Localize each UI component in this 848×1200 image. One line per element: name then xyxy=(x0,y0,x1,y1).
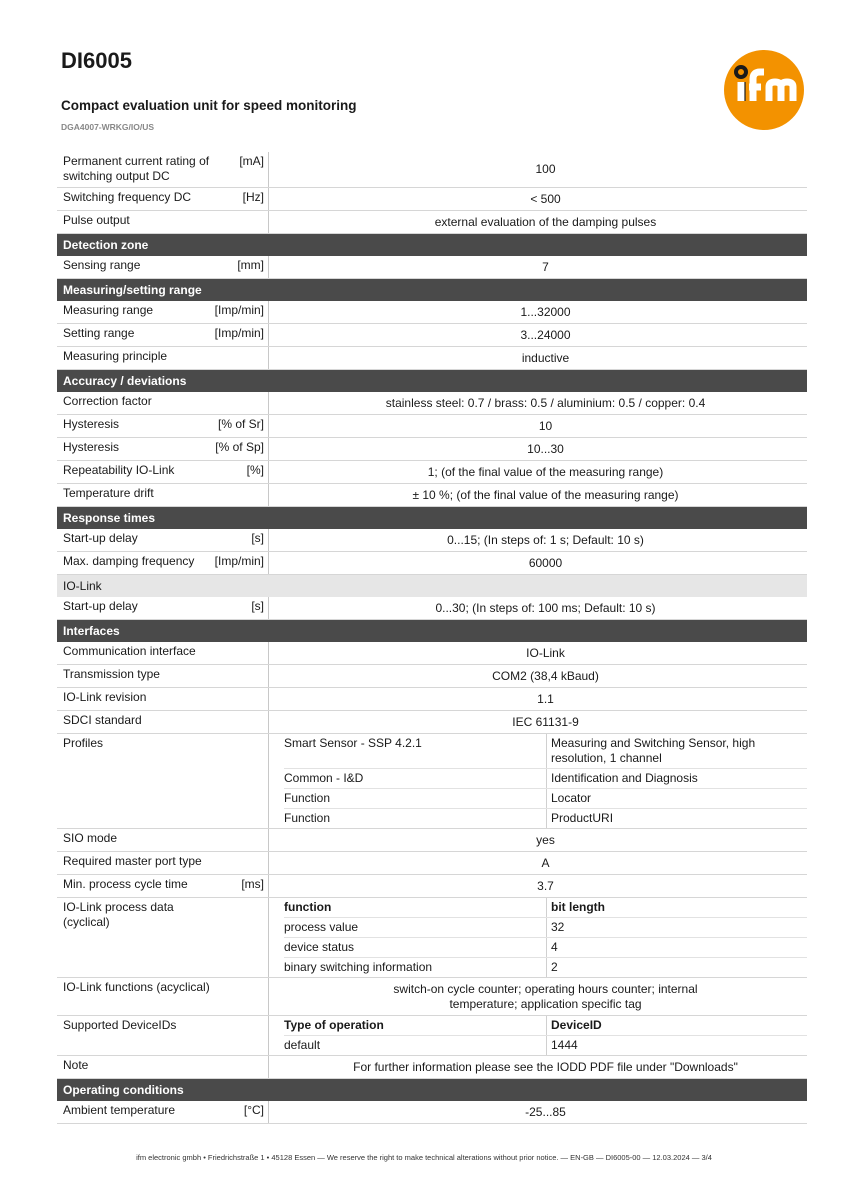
row-value: ± 10 %; (of the final value of the measuring range) xyxy=(412,488,679,502)
spec-row xyxy=(57,484,807,507)
spec-row xyxy=(57,211,807,234)
row-value: 3.7 xyxy=(537,879,554,893)
row-value: 0...30; (In steps of: 100 ms; Default: 10 s) xyxy=(435,601,656,615)
row-unit: [s] xyxy=(251,531,264,545)
spec-row xyxy=(57,688,807,711)
row-label: Temperature drift xyxy=(57,484,269,506)
article-number: DGA4007-WRKG/IO/US xyxy=(61,122,155,132)
row-value: 100 xyxy=(535,162,556,176)
row-unit: [°C] xyxy=(243,1103,264,1117)
subtable-row: process value 32 xyxy=(284,918,807,938)
row-label: Measuring range [Imp/min] xyxy=(57,301,269,323)
spec-row xyxy=(57,665,807,688)
section-header-measuring: Measuring/setting range xyxy=(57,279,807,301)
row-label: SIO mode xyxy=(57,829,269,851)
profile-item: Smart Sensor - SSP 4.2.1 Measuring and Switching Sensor, high resolution, 1 channel xyxy=(284,734,807,769)
row-unit: [mA] xyxy=(239,154,264,168)
spec-row xyxy=(57,152,807,188)
row-value: 1; (of the final value of the measuring range) xyxy=(427,465,664,479)
row-label: Repeatability IO-Link [%] xyxy=(57,461,269,483)
row-label: Start-up delay [s] xyxy=(57,529,269,551)
spec-row xyxy=(57,301,807,324)
row-label: Switching frequency DC [Hz] xyxy=(57,188,269,210)
spec-row xyxy=(57,438,807,461)
row-value: 3...24000 xyxy=(520,328,571,342)
subsection-header-iolink: IO-Link xyxy=(57,575,807,597)
row-value: A xyxy=(541,856,550,870)
product-subtitle: Compact evaluation unit for speed monitoring xyxy=(61,98,357,113)
ifm-logo xyxy=(723,49,805,131)
row-label: Ambient temperature [°C] xyxy=(57,1101,269,1123)
subtable-header: function bit length xyxy=(284,898,807,918)
row-value: external evaluation of the damping pulses xyxy=(434,215,657,229)
row-label: SDCI standard xyxy=(57,711,269,733)
row-label: Pulse output xyxy=(57,211,269,233)
spec-row xyxy=(57,256,807,279)
row-label: Supported DeviceIDs xyxy=(57,1016,269,1055)
row-label: Required master port type xyxy=(57,852,269,874)
device-ids-row xyxy=(57,1016,807,1056)
spec-row xyxy=(57,347,807,370)
profiles-subtable xyxy=(284,734,807,828)
row-value: IEC 61131-9 xyxy=(512,715,579,729)
process-data-row xyxy=(57,898,807,978)
row-unit: [%] xyxy=(246,463,264,477)
spec-row xyxy=(57,852,807,875)
page-footer: ifm electronic gmbh • Friedrichstraße 1 • 45128 Essen — We reserve the right to make technical alterations without prior notice. — EN-GB — DI6005-00 — 12.03.2024 — 3/4 xyxy=(136,1153,712,1162)
subtable-row: device status 4 xyxy=(284,938,807,958)
profile-item: Function Locator xyxy=(284,789,807,809)
row-unit: [Imp/min] xyxy=(214,554,264,568)
row-value: 10 xyxy=(538,419,553,433)
row-value: 1...32000 xyxy=(520,305,571,319)
row-label: Note xyxy=(57,1056,269,1078)
row-label: Hysteresis [% of Sr] xyxy=(57,415,269,437)
row-value: < 500 xyxy=(530,192,561,206)
row-unit: [Imp/min] xyxy=(214,326,264,340)
row-unit: [% of Sp] xyxy=(215,440,264,454)
spec-row xyxy=(57,1101,807,1124)
row-label: Correction factor xyxy=(57,392,269,414)
row-label: Transmission type xyxy=(57,665,269,687)
row-unit: [s] xyxy=(251,599,264,613)
row-value: 10...30 xyxy=(527,442,564,456)
row-unit: [Hz] xyxy=(242,190,264,204)
spec-row xyxy=(57,597,807,620)
row-label: Min. process cycle time [ms] xyxy=(57,875,269,897)
subtable-row: binary switching information 2 xyxy=(284,958,807,977)
subtable-header: Type of operation DeviceID xyxy=(284,1016,807,1036)
row-value: 7 xyxy=(542,260,549,274)
spec-row xyxy=(57,392,807,415)
section-header-operating: Operating conditions xyxy=(57,1079,807,1101)
row-label: Hysteresis [% of Sp] xyxy=(57,438,269,460)
spec-row xyxy=(57,415,807,438)
spec-row xyxy=(57,461,807,484)
spec-row xyxy=(57,978,807,1016)
profile-item: Common - I&D Identification and Diagnosis xyxy=(284,769,807,789)
row-label: Profiles xyxy=(57,734,269,828)
section-header-detection: Detection zone xyxy=(57,234,807,256)
section-header-accuracy: Accuracy / deviations xyxy=(57,370,807,392)
row-value: inductive xyxy=(521,351,570,365)
spec-row xyxy=(57,829,807,852)
row-label: Setting range [Imp/min] xyxy=(57,324,269,346)
row-label: IO-Link process data (cyclical) xyxy=(57,898,269,977)
row-unit: [% of Sr] xyxy=(217,417,264,431)
row-value: -25...85 xyxy=(525,1105,566,1119)
row-unit: [Imp/min] xyxy=(214,303,264,317)
row-label: Permanent current rating of switching output DC [mA] xyxy=(57,152,269,187)
process-data-subtable xyxy=(284,898,807,977)
spec-row xyxy=(57,642,807,665)
spec-row xyxy=(57,1056,807,1079)
row-value: stainless steel: 0.7 / brass: 0.5 / aluminium: 0.5 / copper: 0.4 xyxy=(385,396,706,410)
row-label: Max. damping frequency [Imp/min] xyxy=(57,552,269,574)
spec-row xyxy=(57,711,807,734)
row-label: IO-Link revision xyxy=(57,688,269,710)
row-label: Measuring principle xyxy=(57,347,269,369)
device-ids-subtable xyxy=(284,1016,807,1055)
spec-row xyxy=(57,324,807,347)
row-label: Start-up delay [s] xyxy=(57,597,269,619)
spec-row xyxy=(57,552,807,575)
page-title: DI6005 xyxy=(61,48,132,73)
profile-item: Function ProductURI xyxy=(284,809,807,828)
row-value: yes xyxy=(536,833,555,847)
row-value: 0...15; (In steps of: 1 s; Default: 10 s) xyxy=(447,533,644,547)
spec-table xyxy=(57,152,807,1124)
profiles-row xyxy=(57,734,807,829)
row-unit: [mm] xyxy=(237,258,264,272)
row-value: For further information please see the IODD PDF file under "Downloads" xyxy=(353,1060,738,1074)
row-value: 1.1 xyxy=(537,692,554,706)
row-value: 60000 xyxy=(528,556,563,570)
row-label: IO-Link functions (acyclical) xyxy=(57,978,269,1015)
spec-row xyxy=(57,875,807,898)
section-header-interfaces: Interfaces xyxy=(57,620,807,642)
row-label: Sensing range [mm] xyxy=(57,256,269,278)
row-label: Communication interface xyxy=(57,642,269,664)
spec-row xyxy=(57,529,807,552)
section-header-response: Response times xyxy=(57,507,807,529)
row-value: IO-Link xyxy=(526,646,565,660)
subtable-row: default 1444 xyxy=(284,1036,807,1055)
row-value: COM2 (38,4 kBaud) xyxy=(492,669,599,683)
row-unit: [ms] xyxy=(241,877,264,891)
spec-row xyxy=(57,188,807,211)
row-value: switch-on cycle counter; operating hours counter; internal temperature; application specific tag xyxy=(393,982,698,1011)
